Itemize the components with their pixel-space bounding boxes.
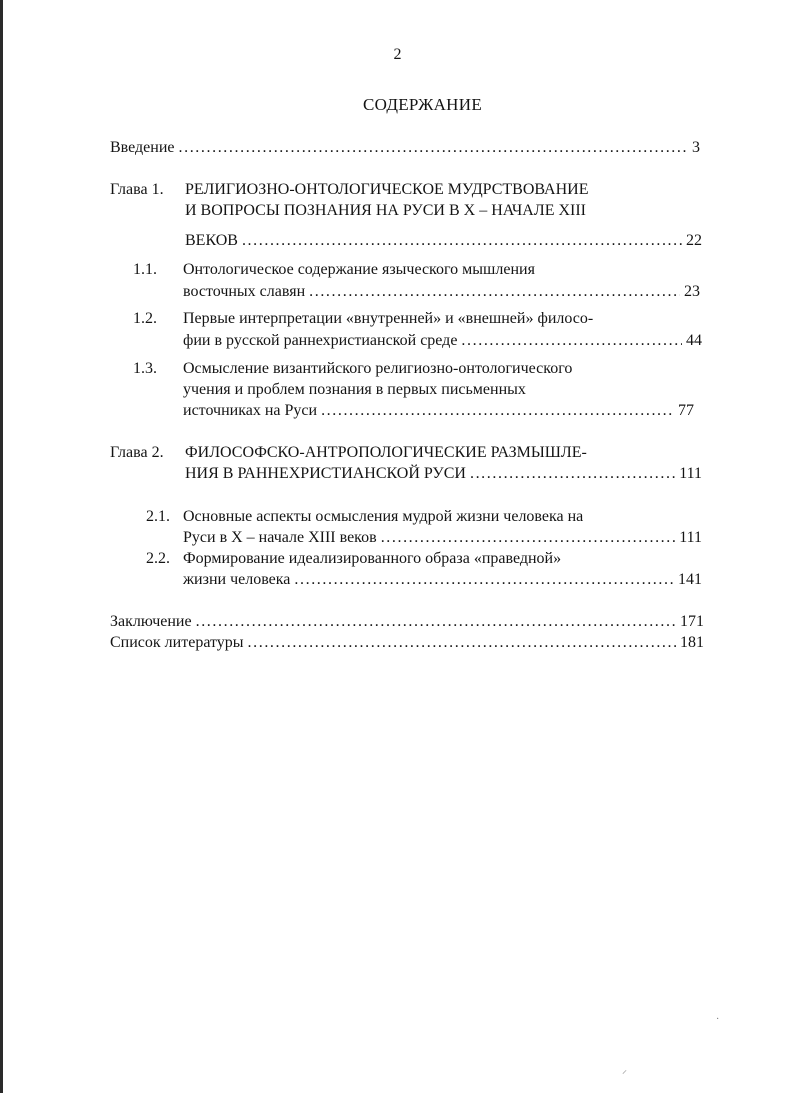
- toc-entry-section-2-2[interactable]: [183, 570, 702, 590]
- toc-entry-page: 141: [678, 571, 702, 588]
- page-number: 2: [393, 46, 402, 63]
- toc-entry-label: Список литературы: [110, 634, 244, 651]
- leader-dots: [242, 231, 682, 251]
- toc-entry-label: Введение: [110, 139, 175, 156]
- section-number: 2.2.: [146, 550, 170, 567]
- scan-border: [0, 0, 3, 1093]
- toc-entry-conclusion[interactable]: [110, 612, 704, 632]
- section-title-line2: учения и проблем познания в первых письменных: [183, 381, 526, 398]
- section-title-line2: фии в русской раннехристианской среде: [183, 332, 458, 349]
- leader-dots: [248, 633, 676, 653]
- section-number: 2.1.: [146, 508, 170, 525]
- section-title-line1: Формирование идеализированного образа «праведной»: [183, 550, 562, 567]
- chapter2-title-line2: НИЯ В РАННЕХРИСТИАНСКОЙ РУСИ: [185, 465, 466, 482]
- toc-entry-page: 181: [680, 634, 704, 651]
- leader-dots: [309, 282, 680, 302]
- leader-dots: [321, 401, 674, 421]
- toc-entry-chapter1[interactable]: [185, 231, 702, 251]
- toc-entry-label: Заключение: [110, 613, 192, 630]
- toc-entry-section-2-1[interactable]: [183, 528, 702, 548]
- toc-entry-intro[interactable]: [110, 138, 700, 158]
- toc-title: СОДЕРЖАНИЕ: [362, 95, 483, 114]
- toc-entry-page: 22: [686, 232, 702, 249]
- section-title-line2: жизни человека: [183, 571, 291, 588]
- toc-entry-section-1-1[interactable]: [183, 282, 700, 302]
- toc-entry-page: 111: [679, 465, 702, 482]
- toc-entry-chapter2[interactable]: [185, 464, 702, 484]
- leader-dots: [294, 570, 674, 590]
- toc-entry-page: 44: [686, 332, 702, 349]
- leader-dots: [470, 464, 675, 484]
- section-title-line2: Руси в Х – начале XIII веков: [183, 529, 377, 546]
- section-title-line1: Основные аспекты осмысления мудрой жизни человека на: [183, 508, 584, 525]
- toc-entry-page: 171: [680, 613, 704, 630]
- leader-dots: [461, 331, 682, 351]
- section-title-line3: источниках на Руси: [183, 402, 318, 419]
- chapter1-title-line3: ВЕКОВ: [185, 232, 238, 249]
- chapter1-title-line1: РЕЛИГИОЗНО-ОНТОЛОГИЧЕСКОЕ МУДРСТВОВАНИЕ: [185, 181, 589, 198]
- scan-speck: ⸝: [622, 1065, 627, 1076]
- toc-entry-section-1-2[interactable]: [183, 331, 702, 351]
- leader-dots: [196, 612, 676, 632]
- scan-speck: ·: [716, 1014, 720, 1025]
- chapter1-prefix: Глава 1.: [110, 181, 164, 198]
- section-title-line2: восточных славян: [183, 283, 306, 300]
- chapter2-prefix: Глава 2.: [110, 444, 164, 461]
- toc-entry-section-1-3[interactable]: [183, 401, 694, 421]
- section-number: 1.2.: [133, 310, 157, 327]
- toc-entry-page: 3: [692, 139, 700, 156]
- toc-entry-page: 111: [679, 529, 702, 546]
- toc-entry-page: 77: [678, 402, 694, 419]
- toc-entry-bibliography[interactable]: [110, 633, 704, 653]
- leader-dots: [381, 528, 676, 548]
- section-title-line1: Осмысление византийского религиозно-онтологического: [183, 360, 573, 377]
- leader-dots: [179, 138, 689, 158]
- section-title-line1: Онтологическое содержание языческого мышления: [183, 261, 535, 278]
- section-number: 1.1.: [133, 261, 157, 278]
- chapter1-title-line2: И ВОПРОСЫ ПОЗНАНИЯ НА РУСИ В Х – НАЧАЛЕ XIII: [185, 202, 587, 219]
- toc-entry-page: 23: [684, 283, 700, 300]
- section-number: 1.3.: [133, 360, 157, 377]
- section-title-line1: Первые интерпретации «внутренней» и «внешней» филосо-: [183, 310, 594, 327]
- chapter2-title-line1: ФИЛОСОФСКО-АНТРОПОЛОГИЧЕСКИЕ РАЗМЫШЛЕ-: [185, 444, 587, 461]
